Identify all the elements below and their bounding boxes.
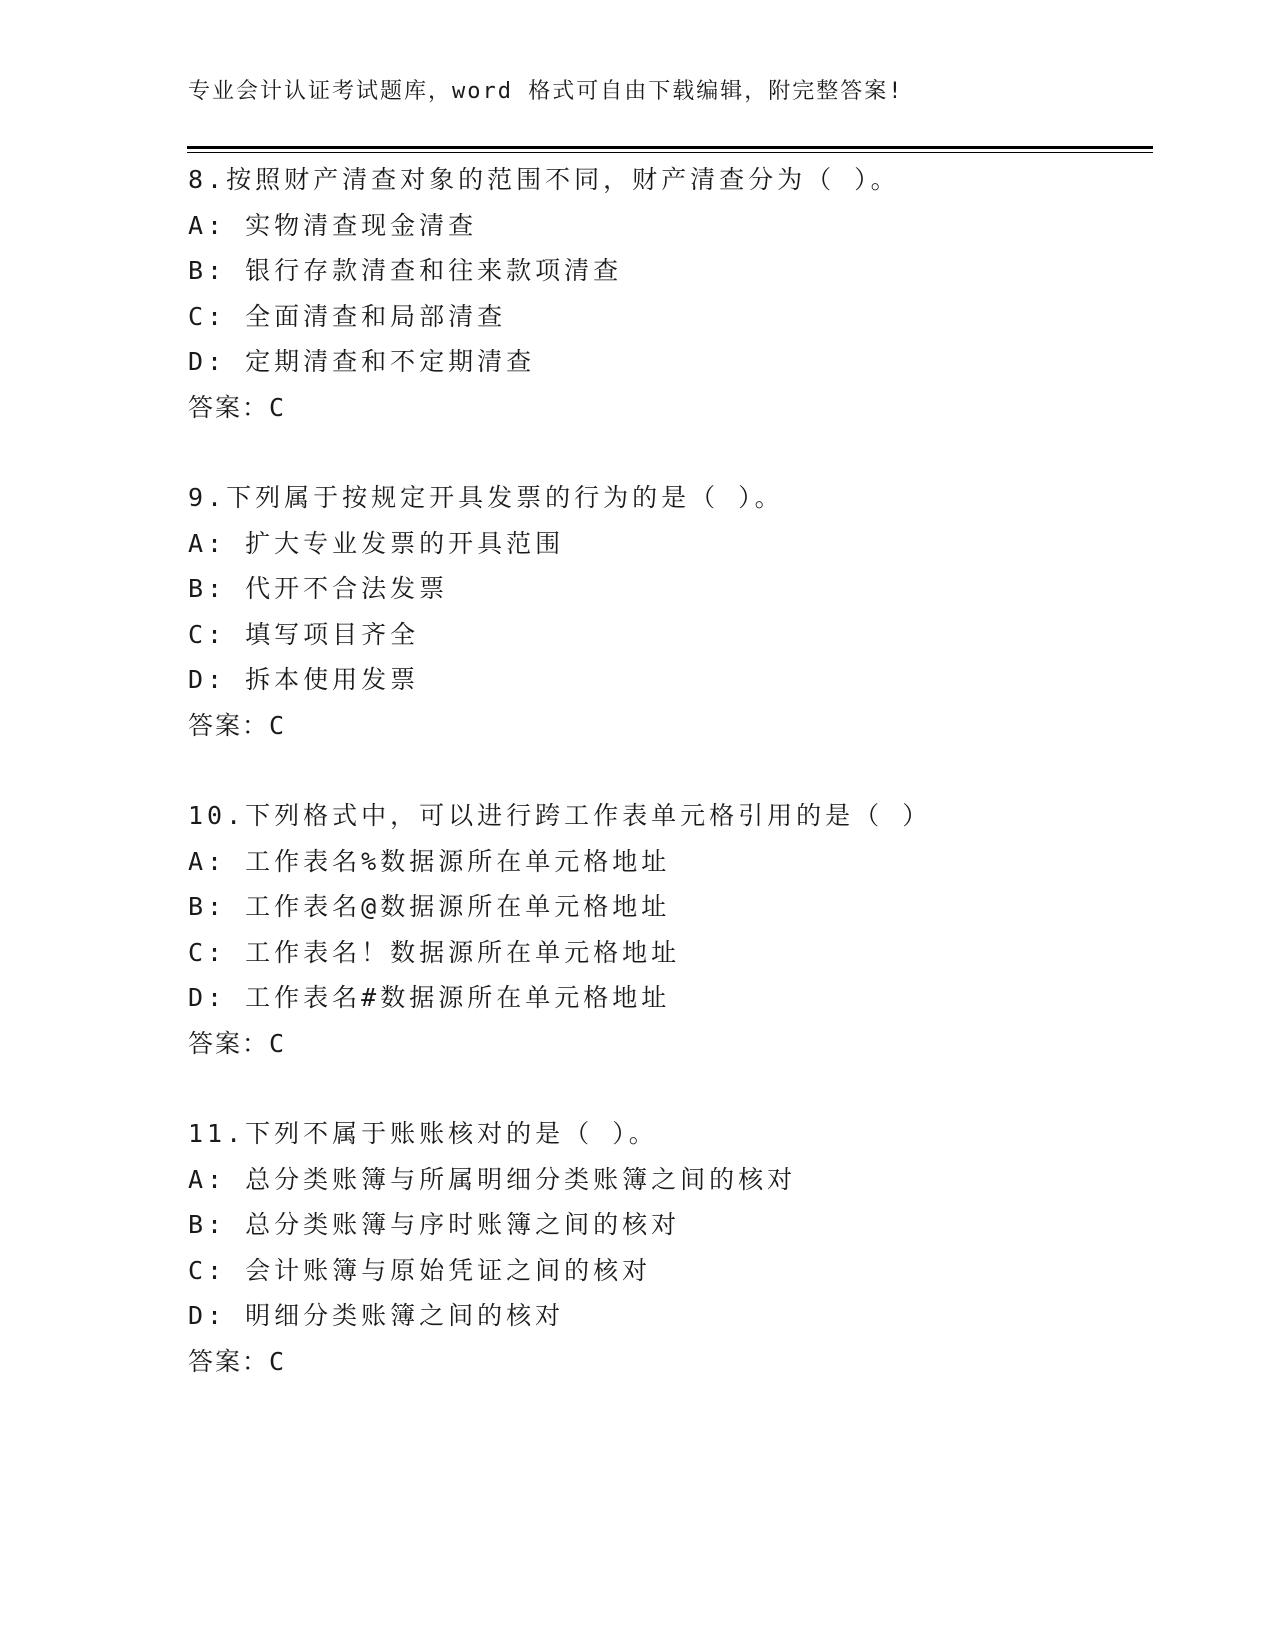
header-rule-thick: [187, 146, 1153, 149]
answer-line: [188, 385, 1168, 431]
option-a: A: 工作表名%数据源所在单元格地址: [188, 846, 671, 876]
question-9: [188, 475, 1168, 749]
option-b: B: 银行存款清查和往来款项清查: [188, 256, 623, 286]
option-a: A: 实物清查现金清查: [188, 210, 478, 240]
answer-line: [188, 703, 1168, 749]
option-a: A: 总分类账簿与所属明细分类账簿之间的核对: [188, 1164, 797, 1194]
question-11: [188, 1111, 1168, 1385]
answer-value: C: [269, 392, 285, 422]
option-c: C: 会计账簿与原始凭证之间的核对: [188, 1255, 652, 1285]
option-c: C: 填写项目齐全: [188, 619, 420, 649]
answer-label: 答案：: [188, 710, 270, 740]
answer-value: C: [269, 1028, 285, 1058]
option-d: D: 工作表名#数据源所在单元格地址: [188, 983, 671, 1013]
answer-label: 答案：: [188, 1346, 270, 1376]
question-10: [188, 793, 1168, 1067]
option-b: B: 代开不合法发票: [188, 574, 449, 604]
question-stem: 8.按照财产清查对象的范围不同，财产清查分为（ ）。: [188, 165, 900, 194]
question-stem: 11.下列不属于账账核对的是（ ）。: [188, 1119, 658, 1148]
option-c: C: 工作表名！数据源所在单元格地址: [188, 937, 681, 967]
header-rule-thin: [187, 152, 1153, 153]
option-d: D: 明细分类账簿之间的核对: [188, 1301, 565, 1331]
option-c: C: 全面清查和局部清查: [188, 301, 507, 331]
answer-line: [188, 1021, 1168, 1067]
answer-label: 答案：: [188, 1028, 270, 1058]
page-header-note: 专业会计认证考试题库，word 格式可自由下载编辑，附完整答案!: [188, 79, 904, 104]
answer-line: [188, 1339, 1168, 1385]
question-8: [188, 157, 1168, 431]
option-b: B: 工作表名@数据源所在单元格地址: [188, 892, 671, 922]
question-stem: 9.下列属于按规定开具发票的行为的是（ ）。: [188, 483, 784, 512]
answer-value: C: [269, 710, 285, 740]
answer-label: 答案：: [188, 392, 270, 422]
answer-value: C: [269, 1346, 285, 1376]
option-d: D: 定期清查和不定期清查: [188, 347, 536, 377]
question-stem: 10.下列格式中，可以进行跨工作表单元格引用的是（ ）: [188, 801, 932, 830]
option-d: D: 拆本使用发票: [188, 665, 420, 695]
option-a: A: 扩大专业发票的开具范围: [188, 528, 565, 558]
option-b: B: 总分类账簿与序时账簿之间的核对: [188, 1210, 681, 1240]
